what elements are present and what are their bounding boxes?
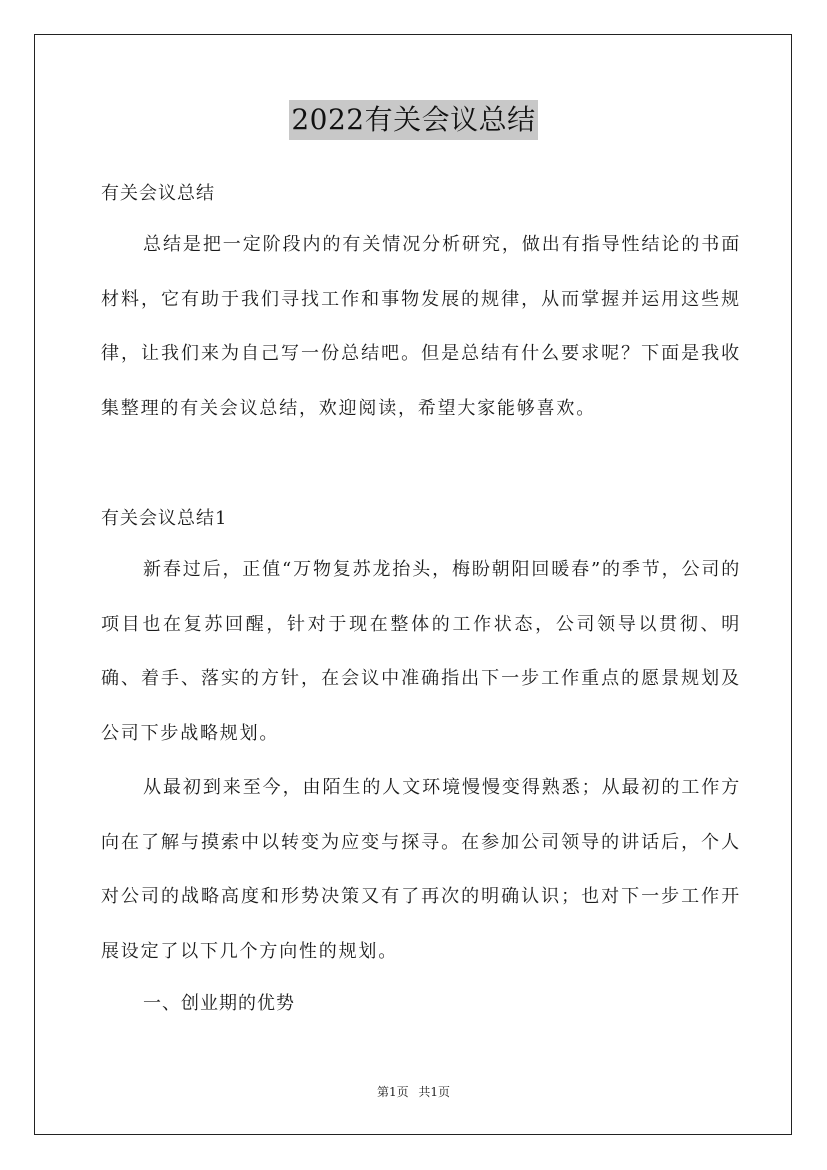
title-container: [0, 100, 827, 140]
section-heading: 有关会议总结1: [101, 508, 228, 529]
body-paragraph: 从最初到来至今，由陌生的人文环境慢慢变得熟悉；从最初的工作方向在了解与摸索中以转变为应变与探寻。在参加公司领导的讲话后，个人对公司的战略高度和形势决策又有了再次的明确认识；也对下一步工作开展设定了以下几个方向性的规划。: [101, 777, 741, 962]
page-number: 第1页: [376, 1085, 409, 1099]
page-total: 共1页: [418, 1085, 451, 1099]
document-title: 2022有关会议总结: [289, 100, 537, 140]
page-footer: [0, 1083, 827, 1101]
intro-paragraph: 总结是把一定阶段内的有关情况分析研究，做出有指导性结论的书面材料，它有助于我们寻找工作和事物发展的规律，从而掌握并运用这些规律，让我们来为自己写一份总结吧。但是总结有什么要求呢？下面是我收集整理的有关会议总结，欢迎阅读，希望大家能够喜欢。: [101, 234, 741, 419]
item-heading: 一、创业期的优势: [143, 993, 295, 1014]
document-subtitle: 有关会议总结: [101, 183, 215, 204]
body-paragraph: 新春过后，正值“万物复苏龙抬头，梅盼朝阳回暖春”的季节，公司的项目也在复苏回醒，针对于现在整体的工作状态，公司领导以贯彻、明确、着手、落实的方针，在会议中准确指出下一步工作重点的愿景规划及公司下步战略规划。: [101, 559, 741, 744]
